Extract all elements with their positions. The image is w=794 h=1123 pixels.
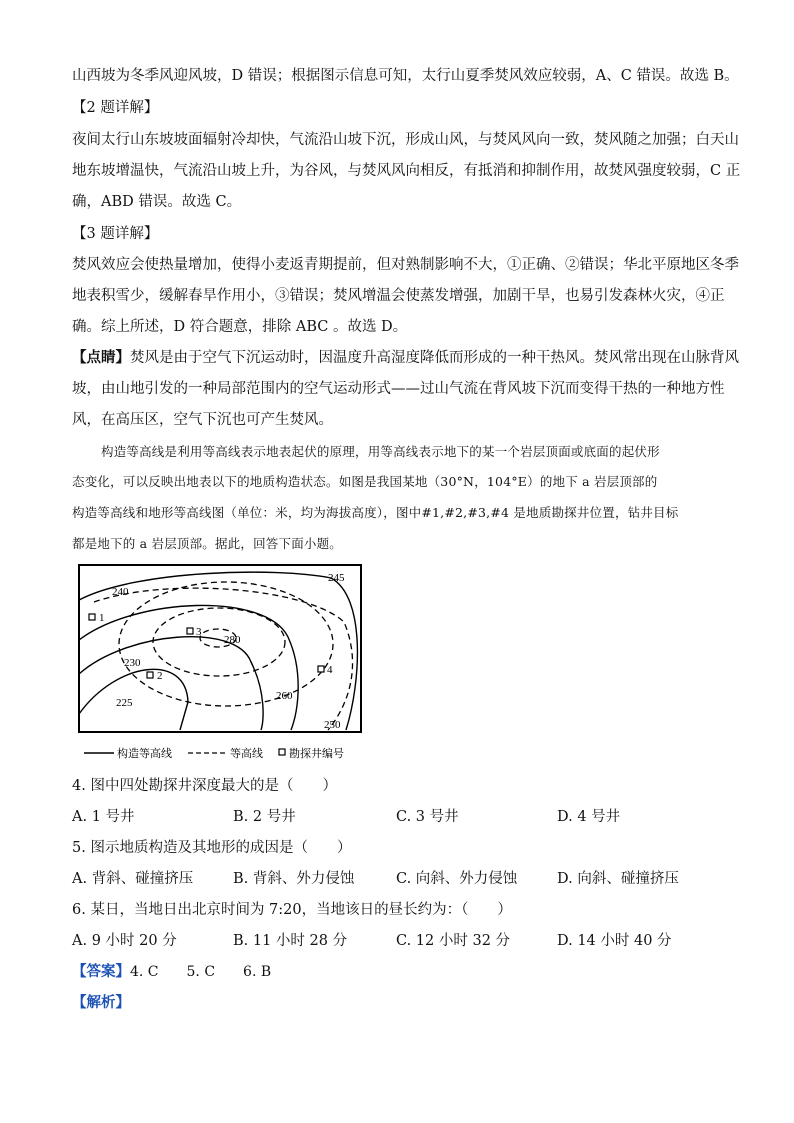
tip-label: 【点睛】	[72, 349, 130, 366]
material-line: 态变化，可以反映出地表以下的地质构造状态。如图是我国某地（30°N，104°E）的地下 a 岩层顶部的	[72, 474, 658, 489]
structural-contour	[79, 637, 263, 730]
option-c[interactable]: C. 向斜、外力侵蚀	[396, 871, 518, 887]
option-a[interactable]: A. 1 号井	[72, 809, 135, 825]
well-marker	[187, 628, 193, 634]
paragraph-line: 山西坡为冬季风迎风坡，D 错误；根据图示信息可知，太行山夏季焚风效应较弱，A、C 错误。故选 B。	[72, 68, 739, 84]
option-a[interactable]: A. 9 小时 20 分	[72, 933, 177, 949]
paragraph-line	[72, 348, 739, 368]
answer-label: 【答案】	[72, 963, 130, 980]
well-label: 4	[327, 664, 333, 676]
material-line: 都是地下的 a 岩层顶部。据此，回答下面小题。	[72, 536, 342, 551]
tip-text: 焚风是由于空气下沉运动时，因温度升高湿度降低而形成的一种干热风。焚风常出现在山脉背风	[130, 350, 739, 366]
contour-label: 260	[276, 690, 293, 702]
contour-label: 245	[328, 572, 345, 584]
paragraph-line: 确。综上所述，D 符合题意，排除 ABC 。故选 D。	[72, 319, 408, 335]
contour-map-figure	[76, 562, 362, 765]
option-d[interactable]: D. 4 号井	[557, 809, 621, 825]
legend-label: 勘探井编号	[289, 747, 344, 760]
well-marker	[147, 672, 153, 678]
contour-label: 225	[116, 697, 133, 709]
contour-label: 240	[112, 586, 129, 598]
contour-label: 250	[324, 719, 341, 731]
analysis-line	[72, 993, 722, 1013]
well-marker	[318, 666, 324, 672]
question-stem: 5. 图示地质构造及其地形的成因是（ ）	[72, 840, 352, 856]
paragraph-line: 风，在高压区，空气下沉也可产生焚风。	[72, 412, 333, 428]
answer-line	[72, 962, 722, 982]
option-d[interactable]: D. 14 小时 40 分	[557, 933, 672, 949]
option-c[interactable]: C. 3 号井	[396, 809, 459, 825]
answer-text: 4. C 5. C 6. B	[130, 964, 272, 980]
option-b[interactable]: B. 背斜、外力侵蚀	[233, 871, 355, 887]
paragraph-line: 夜间太行山东坡坡面辐射冷却快，气流沿山坡下沉，形成山风，与焚风风向一致，焚风随之加强；白天山	[72, 132, 739, 148]
option-b[interactable]: B. 2 号井	[233, 809, 296, 825]
section-heading-q3: 【3 题详解】	[72, 226, 159, 242]
well-label: 2	[157, 670, 163, 682]
analysis-label: 【解析】	[72, 994, 130, 1011]
material-line: 构造等高线是利用等高线表示地表起伏的原理，用等高线表示地下的某一个岩层顶面或底面的起伏形	[101, 444, 660, 459]
legend-well-marker	[279, 749, 285, 755]
option-c[interactable]: C. 12 小时 32 分	[396, 933, 511, 949]
option-a[interactable]: A. 背斜、碰撞挤压	[72, 871, 194, 887]
contour-label: 230	[124, 657, 141, 669]
figure-legend	[84, 746, 344, 760]
legend-label: 构造等高线	[117, 747, 172, 760]
question-stem: 4. 图中四处勘探井深度最大的是（ ）	[72, 778, 337, 794]
material-line: 构造等高线和地形等高线图（单位：米，均为海拔高度），图中#1,#2,#3,#4 是地质勘探井位置，钻井目标	[72, 505, 679, 520]
terrain-contour	[153, 608, 285, 676]
question-stem: 6. 某日，当地日出北京时间为 7:20，当地该日的昼长约为：（ ）	[72, 902, 512, 918]
paragraph-line: 焚风效应会使热量增加，使得小麦返青期提前，但对熟制影响不大，①正确、②错误；华北平原地区冬季	[72, 257, 739, 273]
paragraph-line: 确，ABD 错误。故选 C。	[72, 194, 242, 210]
paragraph-line: 地表积雪少，缓解春旱作用小，③错误；焚风增温会使蒸发增强，加剧干旱，也易引发森林火灾，④正	[72, 288, 725, 304]
well-marker	[89, 614, 95, 620]
legend-label: 等高线	[230, 747, 263, 760]
structural-contour	[79, 669, 188, 730]
option-d[interactable]: D. 向斜、碰撞挤压	[557, 871, 679, 887]
option-b[interactable]: B. 11 小时 28 分	[233, 933, 348, 949]
structural-contour	[79, 605, 298, 730]
well-label: 3	[196, 626, 202, 638]
terrain-contours	[94, 582, 353, 730]
contour-label: 280	[224, 634, 241, 646]
paragraph-line: 地东坡增温快，气流沿山坡上升，为谷风，与焚风风向相反，有抵消和抑制作用，故焚风强度较弱，C 正	[72, 163, 741, 179]
contour-labels	[112, 572, 345, 731]
section-heading-q2: 【2 题详解】	[72, 100, 159, 116]
paragraph-line: 坡，由山地引发的一种局部范围内的空气运动形式——过山气流在背风坡下沉而变得干热的一种地方性	[72, 381, 725, 397]
well-label: 1	[99, 612, 105, 624]
